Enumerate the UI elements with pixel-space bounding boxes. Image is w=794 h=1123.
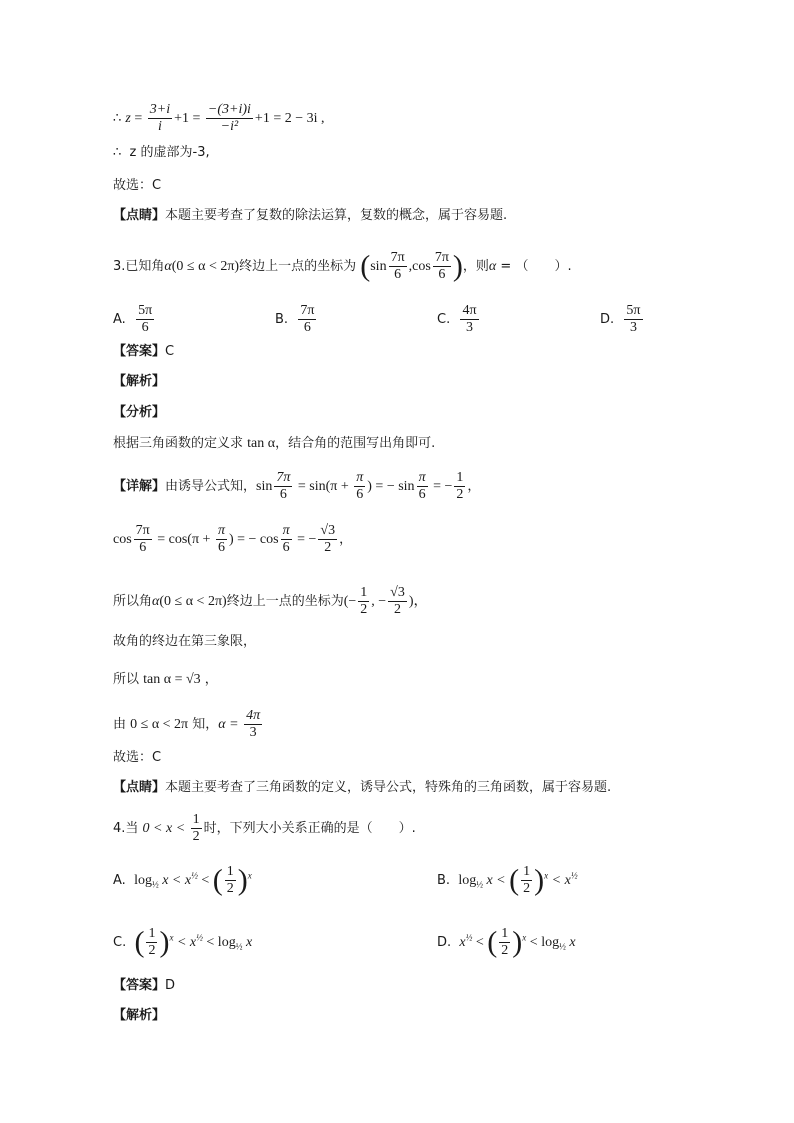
dianjing-tag: 【点睛】 bbox=[113, 208, 166, 223]
answer-4: 【答案】D bbox=[113, 978, 176, 993]
option-4b: B. $\log_{\frac{1}{2}} x$ < ( $\frac{1}{2}$ )$^x < x^{\frac{1}{2}}$ bbox=[437, 863, 578, 897]
therefore-symbol: ∴ bbox=[113, 111, 122, 126]
detail-line-3: 所以角α(0 ≤ α < 2π)终边上一点的坐标为(− $\frac{1}{2}$ , − $\frac{√3}{2}$ )， bbox=[113, 585, 428, 617]
option-3c: C. $\frac{4\pi}{3}$ bbox=[437, 303, 477, 335]
option-3d: D. $\frac{5\pi}{3}$ bbox=[600, 303, 641, 335]
option-4d: D. $x^{\frac{1}{2}}$ < ( $\frac{1}{2}$ )$^x < \log_{\frac{1}{2}} x$ bbox=[437, 925, 576, 959]
answer-3: 【答案】C bbox=[113, 344, 175, 359]
dianjing-line: 【点睛】本题主要考查了复数的除法运算，复数的概念，属于容易题. bbox=[113, 208, 508, 223]
jiexi-3: 【解析】 bbox=[113, 374, 166, 389]
solution-line-2: ∴ z 的虚部为-3, bbox=[113, 145, 210, 160]
detail-line-6: 由 0 ≤ α < 2π 知，α = $\frac{4\pi}{3}$ bbox=[113, 708, 261, 740]
detail-line-2: cos $\frac{7\pi}{6}$ = cos(π + $\frac{\pi}{6}$ ) = − cos $\frac{\pi}{6}$ = − $\frac{√3}{2}$ ， bbox=[113, 523, 353, 555]
fenxi-text: 根据三角函数的定义求 tan α，结合角的范围写出角即可. bbox=[113, 436, 436, 451]
dianjing-3: 【点睛】本题主要考查了三角函数的定义，诱导公式，特殊角的三角函数，属于容易题. bbox=[113, 780, 612, 795]
option-3b: B. $\frac{7\pi}{6}$ bbox=[275, 303, 315, 335]
fraction: $\frac{-(3+i)i}{\text{−i²}}$ bbox=[207, 102, 251, 134]
detail-line-4: 故角的终边在第三象限， bbox=[113, 634, 257, 649]
detail-line-1: 【详解】由诱导公式知，sin $\frac{7\pi}{6}$ = sin(π + $\frac{\pi}{6}$ ) = − sin $\frac{\pi}{6}$ = − $\frac{1}{2}$ ， bbox=[113, 470, 481, 502]
option-4c: C. ( $\frac{1}{2}$ )$^x < x^{\frac{1}{2}} < \log_{\frac{1}{2}} x$ bbox=[113, 925, 253, 959]
option-4a: A. $\log_{\frac{1}{2}} x < x^{\frac{1}{2}}$ < ( $\frac{1}{2}$ )$^x$ bbox=[113, 863, 252, 897]
jiexi-4: 【解析】 bbox=[113, 1008, 166, 1023]
detail-line-7: 故选：C bbox=[113, 750, 162, 765]
option-3a: A. $\frac{5\pi}{6}$ bbox=[113, 303, 153, 335]
fraction: $\frac{3+i}{i}$ bbox=[149, 102, 171, 134]
fenxi-3: 【分析】 bbox=[113, 405, 166, 420]
question-3: 3.已知角α(0 ≤ α < 2π)终边上一点的坐标为 (sin $\frac{7\pi}{6}$ ,cos $\frac{7\pi}{6}$ )，则α = （ ）. bbox=[113, 249, 572, 283]
conclusion-line: 故选：C bbox=[113, 178, 162, 193]
question-4: 4.当 0 < x < $\frac{1}{2}$ 时，下列大小关系正确的是（ ）. bbox=[113, 812, 416, 844]
solution-line-1: ∴ z = $\frac{3+i}{i}$ +1 = $\frac{-(3+i)i}{\text{−i²}}$ +1 = 2 − 3i , bbox=[113, 102, 325, 134]
detail-line-5: 所以 tan α = √3 ， bbox=[113, 672, 218, 687]
